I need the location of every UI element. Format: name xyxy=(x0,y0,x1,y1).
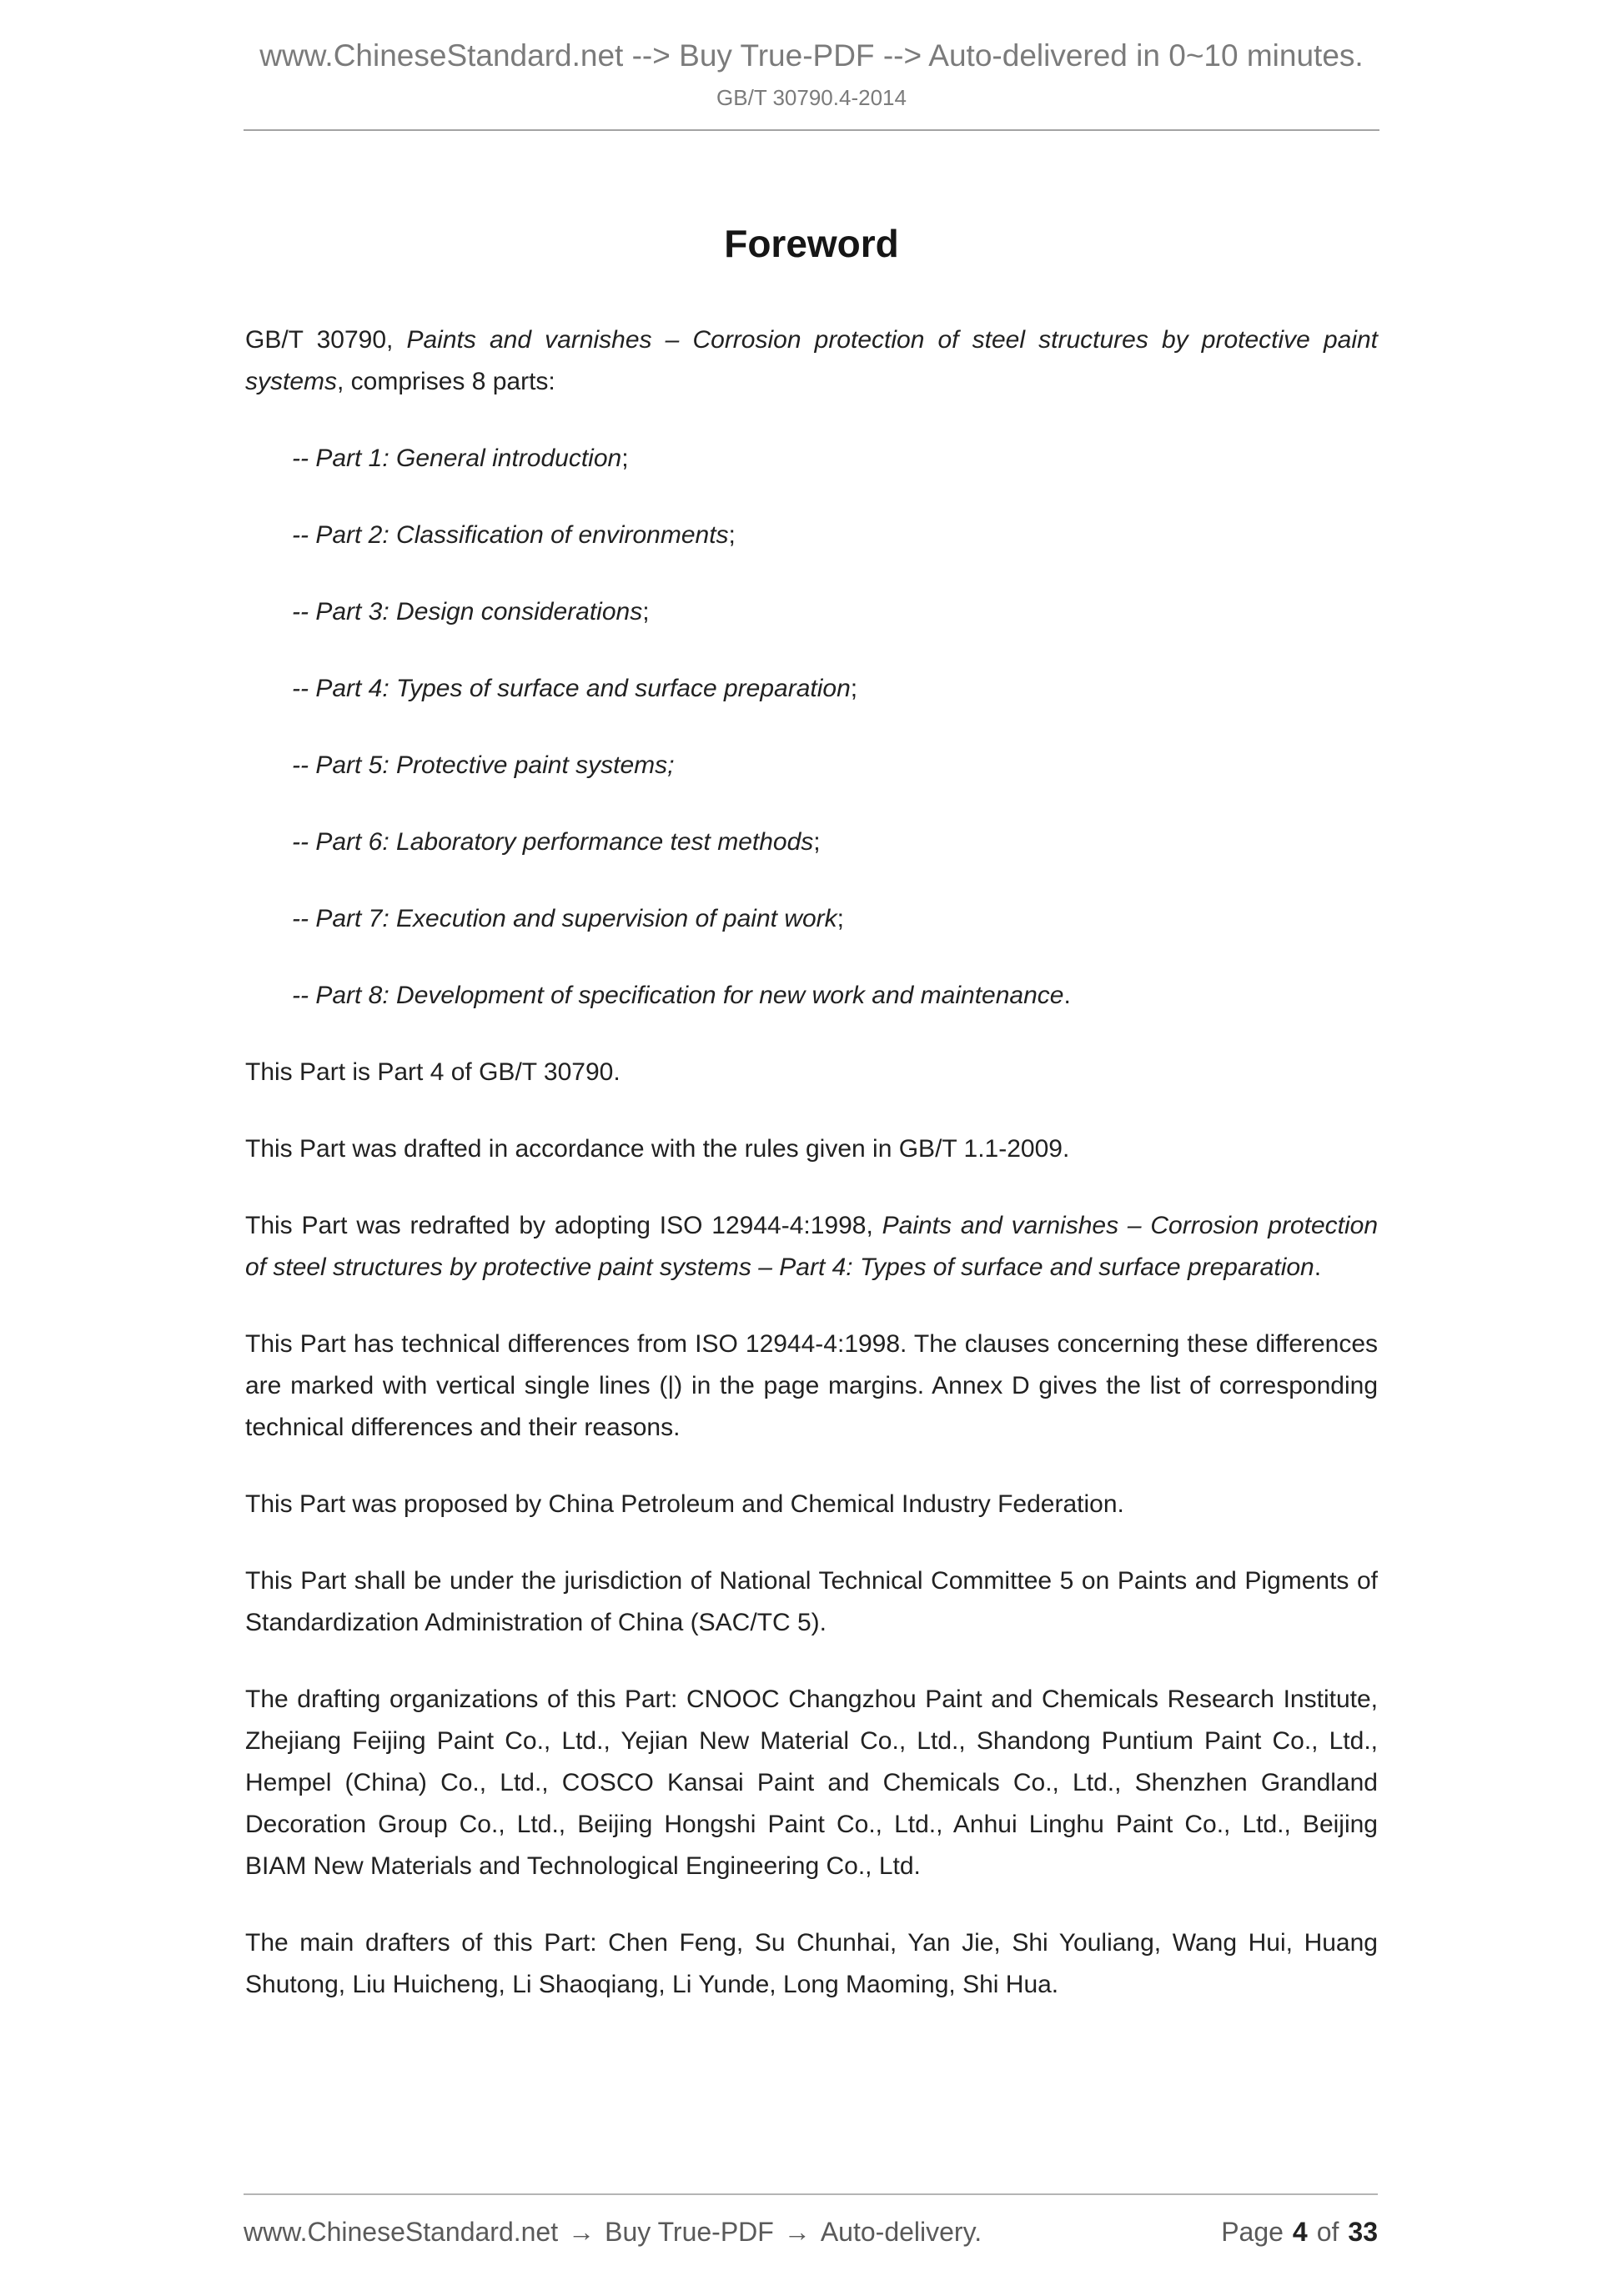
page-footer xyxy=(244,2193,1378,2248)
text-run: This Part was redrafted by adopting ISO 12944-4:1998, xyxy=(245,1212,882,1239)
body-paragraph xyxy=(245,1205,1378,1289)
header-standard-number: GB/T 30790.4-2014 xyxy=(716,85,907,110)
text-run: The main drafters of this Part: Chen Feng, Su Chunhai, Yan Jie, Shi Youliang, Wang Hui, Huang Shutong, Liu Huicheng, Li Shaoqiang, Li Yunde, Long Maoming, Shi Hua. xyxy=(245,1929,1378,1998)
footer-row xyxy=(244,2217,1378,2248)
text-run-italic: Paints and varnishes – Corrosion protection of steel structures by protective paint systems – Part 4: Types of surface and surface preparation xyxy=(245,1212,1379,1281)
text-run-italic: -- Part 3: Design considerations xyxy=(292,598,643,625)
text-run: ; xyxy=(837,905,845,932)
page-total: 33 xyxy=(1348,2217,1378,2247)
footer-tagline xyxy=(244,2217,982,2248)
body-paragraph xyxy=(245,1560,1378,1644)
text-run: ; xyxy=(642,598,650,625)
text-run: This Part was drafted in accordance with the rules given in GB/T 1.1-2009. xyxy=(245,1135,1070,1163)
part-list-item xyxy=(245,975,1378,1017)
part-list-item xyxy=(245,745,1378,786)
text-run: ; xyxy=(813,828,821,856)
footer-arrow-icon: → xyxy=(568,2217,595,2247)
text-run-italic: Paints and varnishes – Corrosion protection of steel structures by protective paint systems xyxy=(245,326,1379,395)
text-run-italic: -- Part 6: Laboratory performance test methods xyxy=(292,828,814,856)
document-body xyxy=(0,221,1623,2006)
text-run-italic: -- Part 8: Development of specification for new work and maintenance xyxy=(292,982,1064,1009)
text-run: ; xyxy=(728,521,736,549)
text-run-italic: -- Part 2: Classification of environments xyxy=(292,521,729,549)
page-header xyxy=(0,0,1623,131)
text-run: . xyxy=(1314,1254,1322,1281)
header-rule xyxy=(244,129,1379,131)
footer-site-link[interactable]: www.ChineseStandard.net xyxy=(244,2217,559,2247)
text-run-italic: -- Part 5: Protective paint systems; xyxy=(292,751,675,779)
header-tagline: www.ChineseStandard.net --> Buy True-PDF --> Auto-delivered in 0~10 minutes. xyxy=(259,38,1364,73)
body-paragraph xyxy=(245,1922,1378,2006)
body-paragraph xyxy=(245,1324,1378,1449)
part-list-item xyxy=(245,898,1378,940)
footer-arrow-icon: → xyxy=(783,2217,811,2247)
part-list-item xyxy=(245,591,1378,633)
text-run: This Part is Part 4 of GB/T 30790. xyxy=(245,1058,621,1086)
text-run: ; xyxy=(850,675,858,702)
text-run: ; xyxy=(621,445,629,472)
text-run: , comprises 8 parts: xyxy=(337,368,555,395)
text-run-italic: -- Part 4: Types of surface and surface preparation xyxy=(292,675,851,702)
text-run-italic: -- Part 7: Execution and supervision of paint work xyxy=(292,905,837,932)
page-of-label: of xyxy=(1316,2217,1339,2247)
text-run: This Part shall be under the jurisdiction of National Technical Committee 5 on Paints and Pigments of Standardization Administration of China (SAC/TC 5). xyxy=(245,1567,1378,1636)
body-paragraph xyxy=(245,1484,1378,1525)
footer-rule xyxy=(244,2193,1378,2195)
page-number: 4 xyxy=(1292,2217,1308,2247)
part-list-item xyxy=(245,515,1378,556)
text-run: This Part has technical differences from ISO 12944-4:1998. The clauses concerning these differences are marked with vertical single lines (|) in the page margins. Annex D gives the list of corresponding technical differences and their reasons. xyxy=(245,1330,1378,1441)
body-paragraph xyxy=(245,1128,1378,1170)
text-run: This Part was proposed by China Petroleum and Chemical Industry Federation. xyxy=(245,1490,1124,1518)
page-label: Page xyxy=(1221,2217,1284,2247)
body-paragraph xyxy=(245,1052,1378,1093)
text-run-italic: -- Part 1: General introduction xyxy=(292,445,622,472)
text-run: The drafting organizations of this Part: CNOOC Changzhou Paint and Chemicals Research Institute, Zhejiang Feijing Paint Co., Ltd., Yejian New Material Co., Ltd., Shandong Puntium Paint Co., Ltd., Hempel (China) Co., Ltd., COSCO Kansai Paint and Chemicals Co., Ltd., Shenzhen Grandland Decoration Group Co., Ltd., Beijing Hongshi Paint Co., Ltd., Anhui Linghu Paint Co., Ltd., Beijing BIAM New Materials and Technological Engineering Co., Ltd. xyxy=(245,1686,1378,1880)
page-title: Foreword xyxy=(724,222,899,265)
body-paragraph xyxy=(245,1679,1378,1887)
footer-buy-label: Buy True-PDF xyxy=(605,2217,774,2247)
page-indicator xyxy=(1221,2217,1378,2248)
body-paragraph xyxy=(245,319,1378,403)
part-list-item xyxy=(245,821,1378,863)
part-list-item xyxy=(245,668,1378,710)
text-run: GB/T 30790, xyxy=(245,326,407,354)
footer-delivery-label: Auto-delivery. xyxy=(820,2217,982,2247)
text-run: . xyxy=(1063,982,1071,1009)
foreword-content xyxy=(245,319,1378,2006)
part-list-item xyxy=(245,438,1378,480)
